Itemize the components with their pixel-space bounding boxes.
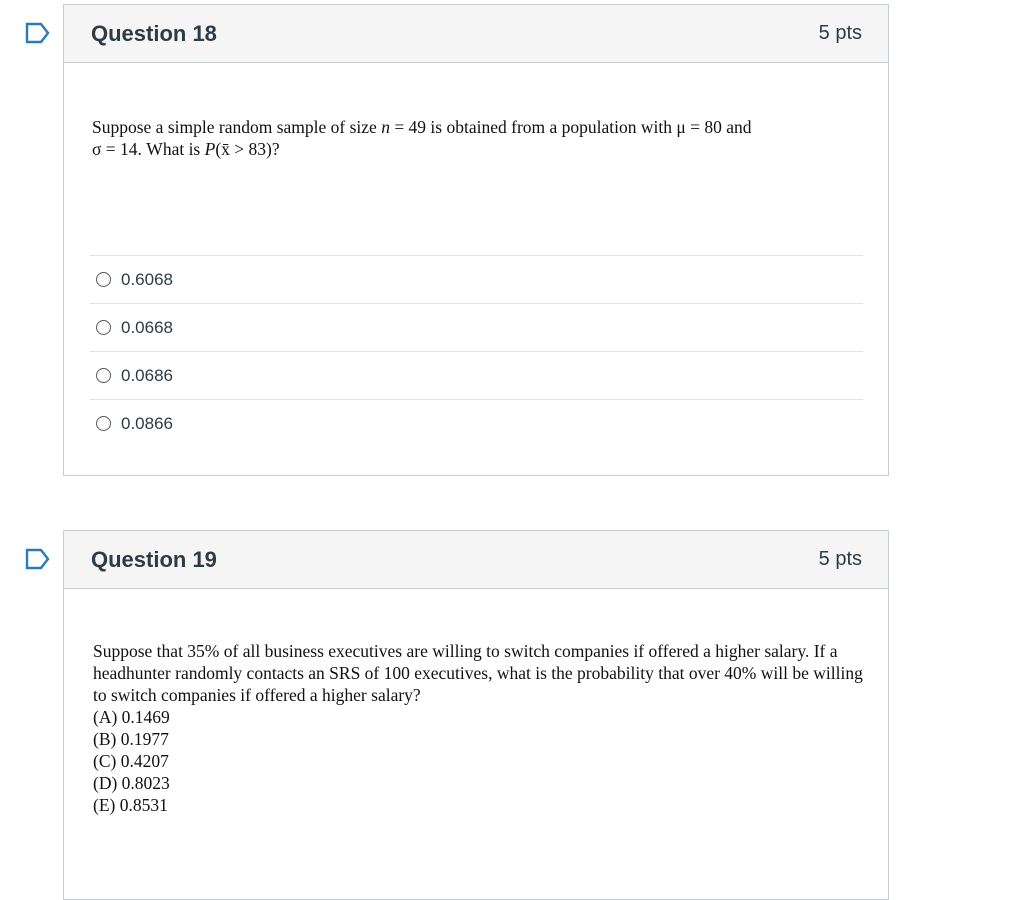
radio-button[interactable] [96,272,111,287]
question-18 [63,4,889,476]
choice-text: (B) 0.1977 [93,729,169,749]
answer-option[interactable] [90,351,863,399]
answer-option[interactable] [90,399,863,447]
question-title: Question 19 [91,546,217,572]
answer-label: 0.0686 [121,365,173,385]
answer-label: 0.0668 [121,317,173,337]
question-text [93,640,863,816]
answer-list [90,255,863,447]
choice-text: (E) 0.8531 [93,795,168,815]
radio-button[interactable] [96,416,111,431]
question-header [64,531,888,589]
choice-text: (D) 0.8023 [93,773,170,793]
answer-label: 0.6068 [121,269,173,289]
question-title: Question 18 [91,20,217,46]
question-19 [63,530,889,900]
answer-label: 0.0866 [121,413,173,433]
answer-option[interactable] [90,255,863,303]
radio-button[interactable] [96,368,111,383]
choice-text: (A) 0.1469 [93,707,170,727]
question-paragraph: Suppose that 35% of all business executives are willing to switch companies if offered a higher salary. If a headhunter randomly contacts an SRS of 100 executives, what is the probability that over 40% will be willing to switch companies if offered a higher salary? [93,641,863,705]
choice-text: (C) 0.4207 [93,751,169,771]
question-header [64,5,888,63]
flag-question-icon[interactable] [25,548,51,570]
question-text: Suppose a simple random sample of size n = 49 is obtained from a population with μ = 80 and σ = 14. What is P(x̄ > 83)? [92,117,752,159]
question-points: 5 pts [818,548,862,570]
question-points: 5 pts [818,22,862,44]
flag-question-icon[interactable] [25,22,51,44]
radio-button[interactable] [96,320,111,335]
answer-option[interactable] [90,303,863,351]
